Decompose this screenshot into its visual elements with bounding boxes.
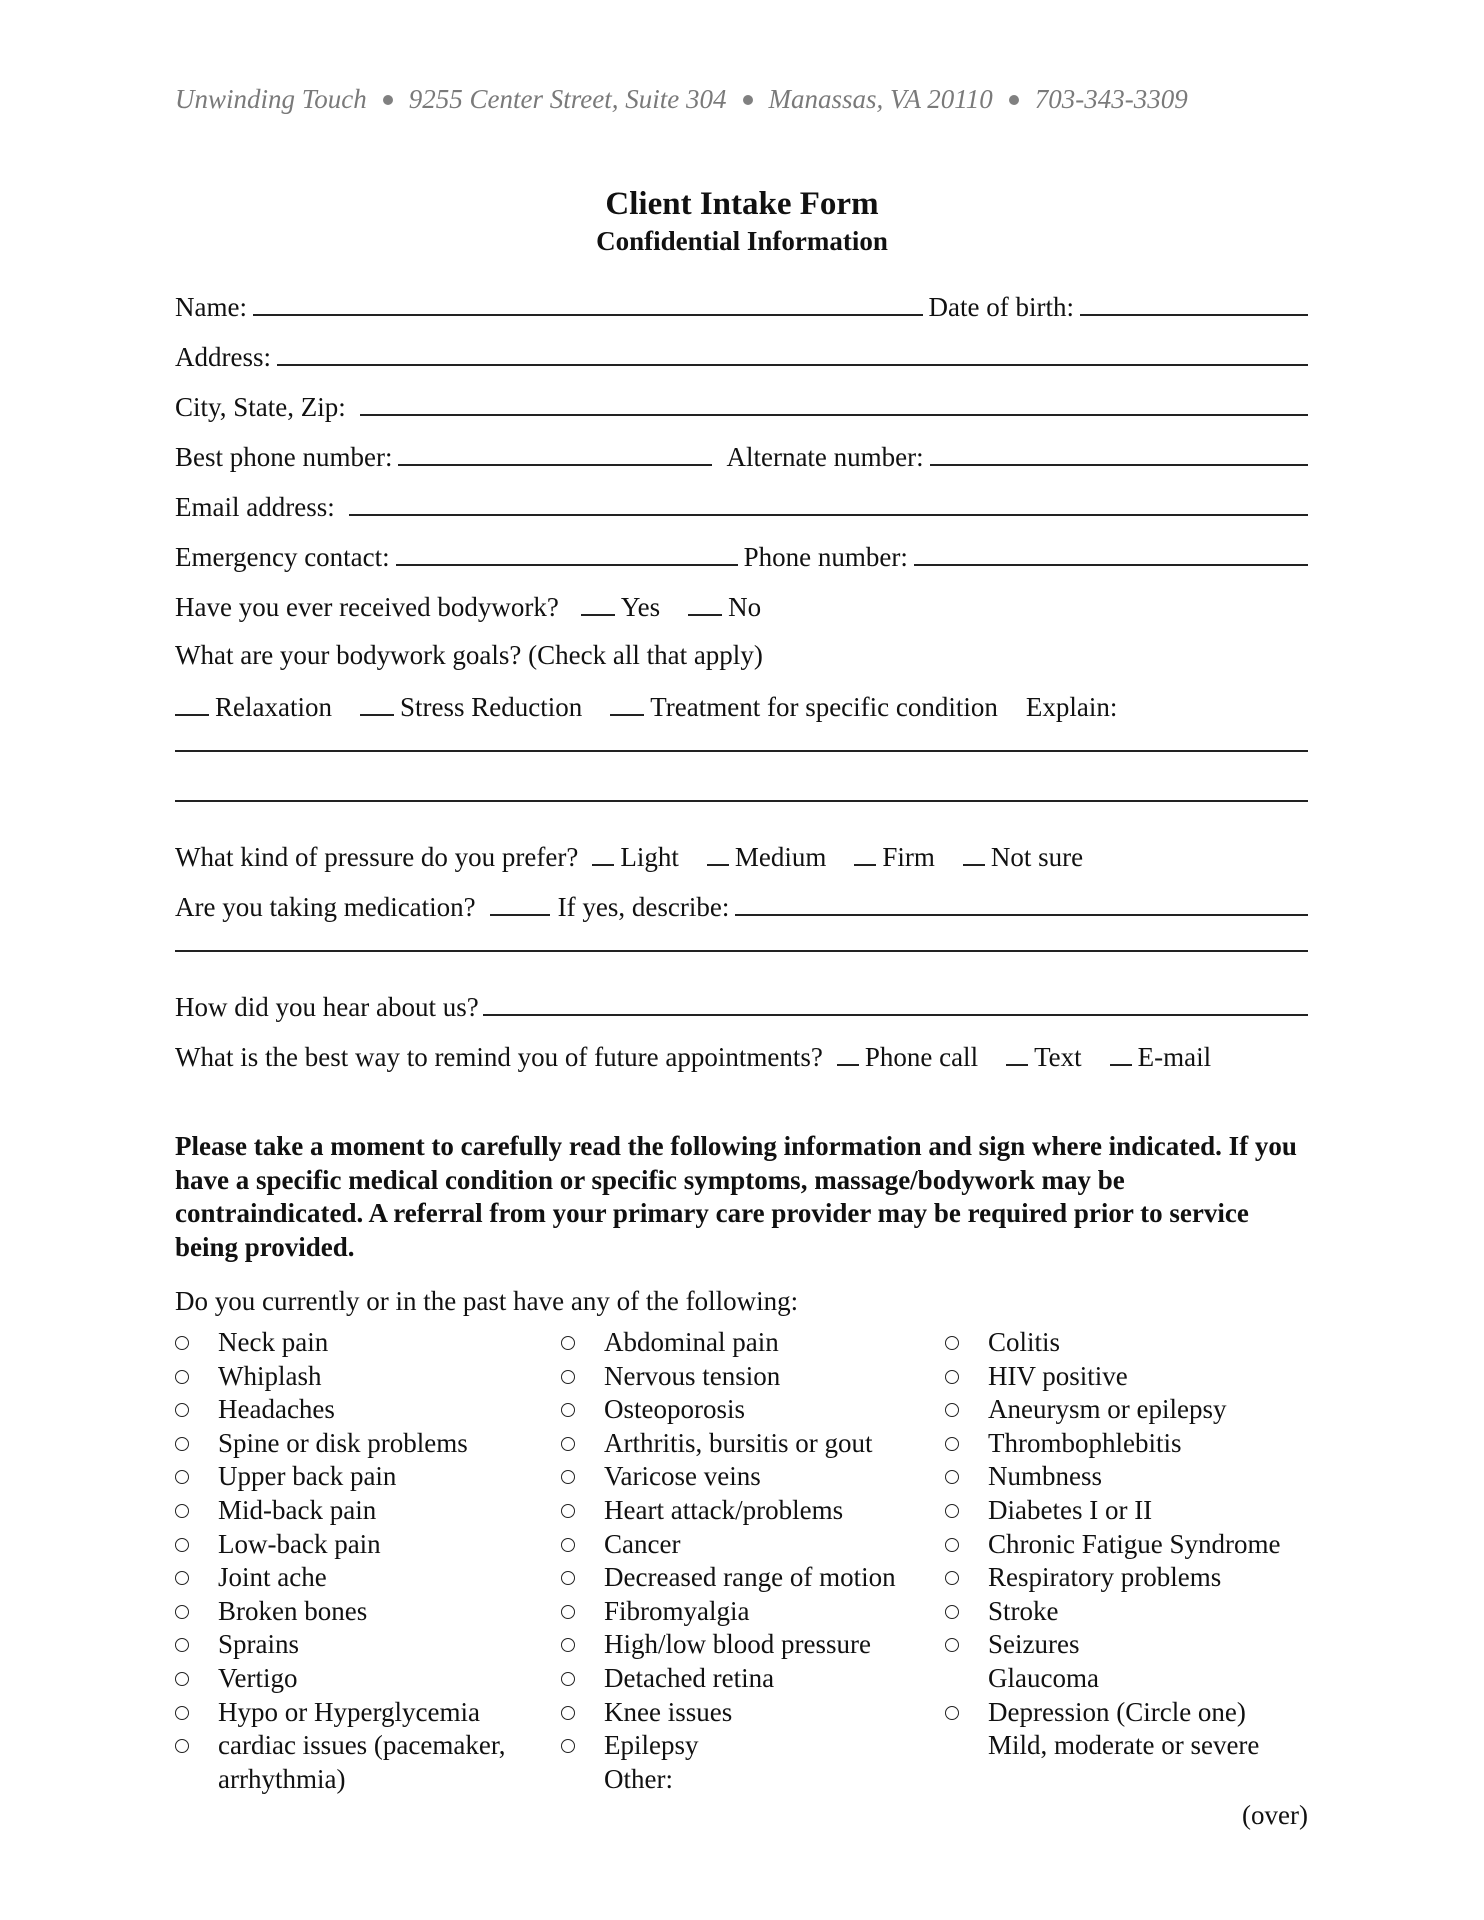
pressure-firm-label: Firm — [882, 842, 935, 872]
condition-item[interactable] — [945, 1561, 1280, 1595]
alternate-number-field[interactable] — [930, 440, 1308, 466]
condition-label: Joint ache — [218, 1562, 327, 1593]
circle-bullet-icon — [175, 1729, 218, 1763]
business-phone: 703-343-3309 — [1034, 84, 1188, 114]
circle-bullet-icon — [561, 1460, 604, 1494]
circle-bullet-icon — [561, 1360, 604, 1394]
best-phone-field[interactable] — [398, 440, 712, 466]
bodywork-question: Have you ever received bodywork? — [175, 592, 559, 622]
condition-item[interactable] — [945, 1494, 1280, 1528]
goals-question-row — [175, 640, 1308, 676]
address-row — [175, 340, 1308, 376]
condition-item[interactable] — [561, 1528, 896, 1562]
condition-label: Vertigo — [218, 1662, 298, 1693]
pressure-medium-label: Medium — [734, 842, 827, 872]
alternate-number-label: Alternate number: — [726, 442, 924, 472]
bodywork-row — [175, 590, 1308, 626]
condition-label: Sprains — [218, 1629, 299, 1660]
emergency-contact-field[interactable] — [396, 540, 738, 566]
pressure-light-blank[interactable] — [592, 840, 614, 866]
circle-bullet-icon — [561, 1561, 604, 1595]
pressure-notsure-blank[interactable] — [963, 840, 985, 866]
condition-label: Detached retina — [604, 1662, 775, 1693]
condition-item[interactable] — [175, 1460, 506, 1494]
email-row — [175, 490, 1308, 526]
condition-item[interactable] — [945, 1696, 1280, 1730]
condition-label: Heart attack/problems — [604, 1494, 844, 1525]
goal-treatment-label: Treatment for specific condition — [650, 692, 998, 722]
circle-bullet-icon — [175, 1494, 218, 1528]
pressure-question: What kind of pressure do you prefer? — [175, 842, 579, 872]
circle-bullet-icon — [175, 1696, 218, 1730]
condition-item[interactable] — [561, 1326, 896, 1360]
bullet-spacer — [561, 1763, 604, 1797]
conditions-column-1 — [175, 1326, 506, 1796]
condition-label: High/low blood pressure — [604, 1629, 871, 1660]
condition-item[interactable] — [561, 1729, 896, 1763]
business-header — [175, 84, 1315, 115]
address-field[interactable] — [277, 340, 1308, 366]
circle-bullet-icon — [175, 1561, 218, 1595]
bullet-spacer — [945, 1662, 988, 1696]
condition-label: Fibromyalgia — [604, 1595, 750, 1626]
condition-item[interactable] — [945, 1360, 1280, 1394]
circle-bullet-icon — [561, 1628, 604, 1662]
contraindication-notice: Please take a moment to carefully read the following information and sign where indicated. If you have a specific medical condition or specific symptoms, massage/bodywork may be contraindicated. A referral from your primary care provider may be required prior to service being provided. — [175, 1131, 1297, 1262]
email-field[interactable] — [349, 490, 1308, 516]
medication-answer-field[interactable] — [490, 890, 550, 916]
condition-item[interactable] — [945, 1528, 1280, 1562]
circle-bullet-icon — [175, 1662, 218, 1696]
circle-bullet-icon — [945, 1460, 988, 1494]
goal-stress-label: Stress Reduction — [399, 692, 583, 722]
pressure-light-label: Light — [620, 842, 679, 872]
business-name: Unwinding Touch — [175, 84, 367, 114]
condition-label: Knee issues — [604, 1696, 733, 1727]
page-subtitle: Confidential Information — [596, 226, 888, 256]
condition-item — [945, 1729, 1280, 1763]
page-title: Client Intake Form — [605, 186, 879, 222]
condition-item[interactable] — [561, 1460, 896, 1494]
condition-label: Nervous tension — [604, 1360, 781, 1391]
circle-bullet-icon — [561, 1393, 604, 1427]
medication-row — [175, 890, 1308, 926]
circle-bullet-icon — [945, 1628, 988, 1662]
medication-question: Are you taking medication? — [175, 892, 476, 922]
condition-label: Colitis — [988, 1327, 1061, 1357]
best-phone-label: Best phone number: — [175, 442, 393, 472]
condition-item[interactable] — [945, 1460, 1280, 1494]
condition-label: Whiplash — [218, 1360, 322, 1391]
condition-label: Hypo or Hyperglycemia — [218, 1696, 480, 1727]
condition-item[interactable] — [175, 1326, 506, 1360]
condition-item[interactable] — [945, 1595, 1280, 1629]
circle-bullet-icon — [175, 1360, 218, 1394]
condition-label: Respiratory problems — [988, 1562, 1222, 1593]
condition-item[interactable] — [175, 1696, 506, 1730]
circle-bullet-icon — [945, 1326, 988, 1360]
condition-item — [561, 1763, 896, 1797]
goals-question: What are your bodywork goals? (Check all that apply) — [175, 640, 763, 670]
condition-item[interactable] — [175, 1427, 506, 1461]
explain-line-1[interactable] — [175, 750, 1308, 752]
condition-label: HIV positive — [988, 1360, 1128, 1391]
condition-item[interactable] — [175, 1393, 506, 1427]
condition-label: Upper back pain — [218, 1461, 397, 1492]
reminder-row — [175, 1040, 1308, 1076]
address-label: Address: — [175, 342, 271, 372]
goal-treatment-blank[interactable] — [610, 690, 644, 716]
pressure-notsure-label: Not sure — [990, 842, 1084, 872]
referral-field[interactable] — [483, 990, 1308, 1016]
condition-item[interactable] — [945, 1326, 1280, 1360]
phone-row — [175, 440, 1308, 476]
circle-bullet-icon — [175, 1393, 218, 1427]
circle-bullet-icon — [945, 1528, 988, 1562]
condition-label: Chronic Fatigue Syndrome — [988, 1528, 1281, 1559]
condition-label: Arthritis, bursitis or gout — [604, 1427, 873, 1458]
pressure-firm-blank[interactable] — [854, 840, 876, 866]
explain-label: Explain: — [1025, 692, 1118, 722]
condition-label: Numbness — [988, 1461, 1102, 1492]
condition-item[interactable] — [561, 1696, 896, 1730]
condition-label: Neck pain — [218, 1327, 329, 1357]
condition-item — [175, 1763, 506, 1797]
medication-describe-field[interactable] — [735, 890, 1308, 916]
condition-label: Glaucoma — [988, 1662, 1099, 1693]
circle-bullet-icon — [561, 1494, 604, 1528]
condition-label: Headaches — [218, 1394, 335, 1425]
condition-item[interactable] — [175, 1360, 506, 1394]
conditions-question: Do you currently or in the past have any of the following: — [175, 1286, 799, 1316]
name-field[interactable] — [253, 290, 923, 316]
referral-row — [175, 990, 1308, 1026]
emergency-row — [175, 540, 1308, 576]
circle-bullet-icon — [175, 1460, 218, 1494]
circle-bullet-icon — [561, 1662, 604, 1696]
name-label: Name: — [175, 292, 247, 322]
condition-label: Varicose veins — [604, 1461, 761, 1492]
bodywork-yes-label: Yes — [620, 592, 661, 622]
condition-label: Cancer — [604, 1528, 681, 1559]
reminder-question: What is the best way to remind you of future appointments? — [175, 1042, 823, 1072]
circle-bullet-icon — [561, 1528, 604, 1562]
circle-bullet-icon — [945, 1561, 988, 1595]
goal-stress-blank[interactable] — [360, 690, 394, 716]
condition-label: Mild, moderate or severe — [988, 1730, 1260, 1761]
circle-bullet-icon — [175, 1528, 218, 1562]
bullet-spacer — [945, 1729, 988, 1763]
condition-label: cardiac issues (pacemaker, — [218, 1730, 506, 1761]
condition-item[interactable] — [561, 1628, 896, 1662]
condition-label: Seizures — [988, 1629, 1080, 1660]
dob-field[interactable] — [1080, 290, 1308, 316]
conditions-column-3 — [945, 1326, 1280, 1763]
circle-bullet-icon — [175, 1326, 218, 1360]
reminder-text-blank[interactable] — [1006, 1040, 1028, 1066]
conditions-column-2 — [561, 1326, 896, 1796]
condition-item[interactable] — [945, 1628, 1280, 1662]
circle-bullet-icon — [561, 1595, 604, 1629]
condition-item[interactable] — [561, 1561, 896, 1595]
city-state-zip-label: City, State, Zip: — [175, 392, 346, 422]
explain-line-2[interactable] — [175, 800, 1308, 802]
condition-label: Diabetes I or II — [988, 1494, 1153, 1525]
condition-label: Mid-back pain — [218, 1494, 377, 1525]
condition-item[interactable] — [175, 1729, 506, 1763]
condition-item[interactable] — [561, 1360, 896, 1394]
bullet-spacer — [175, 1763, 218, 1797]
circle-bullet-icon — [945, 1427, 988, 1461]
circle-bullet-icon — [561, 1326, 604, 1360]
condition-item[interactable] — [561, 1662, 896, 1696]
condition-item[interactable] — [561, 1393, 896, 1427]
circle-bullet-icon — [175, 1595, 218, 1629]
reminder-email-label: E-mail — [1137, 1042, 1212, 1072]
medication-line-2[interactable] — [175, 950, 1308, 952]
pressure-medium-blank[interactable] — [707, 840, 729, 866]
condition-item[interactable] — [561, 1595, 896, 1629]
condition-label: Epilepsy — [604, 1730, 699, 1761]
circle-bullet-icon — [175, 1628, 218, 1662]
pressure-row — [175, 840, 1308, 876]
condition-label: Broken bones — [218, 1595, 368, 1626]
condition-item — [945, 1662, 1280, 1696]
condition-item[interactable] — [175, 1494, 506, 1528]
condition-item[interactable] — [561, 1427, 896, 1461]
reminder-email-blank[interactable] — [1110, 1040, 1132, 1066]
circle-bullet-icon — [175, 1427, 218, 1461]
condition-label: Thrombophlebitis — [988, 1427, 1182, 1458]
condition-item[interactable] — [175, 1595, 506, 1629]
reminder-phone-blank[interactable] — [837, 1040, 859, 1066]
circle-bullet-icon — [945, 1494, 988, 1528]
medication-describe-label: If yes, describe: — [557, 892, 730, 922]
circle-bullet-icon — [945, 1393, 988, 1427]
goal-relaxation-blank[interactable] — [175, 690, 209, 716]
dob-label: Date of birth: — [928, 292, 1074, 322]
city-state-zip-field[interactable] — [360, 390, 1308, 416]
condition-label: arrhythmia) — [218, 1763, 346, 1794]
condition-label: Aneurysm or epilepsy — [988, 1394, 1227, 1425]
condition-item[interactable] — [561, 1494, 896, 1528]
bullet-separator-icon — [743, 95, 753, 105]
condition-label: Abdominal pain — [604, 1327, 779, 1357]
goals-options-row — [175, 690, 1308, 726]
condition-label: Osteoporosis — [604, 1394, 745, 1425]
referral-question: How did you hear about us? — [175, 992, 479, 1022]
bodywork-yes-blank[interactable] — [581, 590, 615, 616]
bullet-separator-icon — [1009, 95, 1019, 105]
condition-item[interactable] — [175, 1628, 506, 1662]
circle-bullet-icon — [945, 1595, 988, 1629]
name-row — [175, 290, 1308, 326]
condition-item[interactable] — [945, 1393, 1280, 1427]
email-label: Email address: — [175, 492, 335, 522]
circle-bullet-icon — [561, 1729, 604, 1763]
emergency-contact-label: Emergency contact: — [175, 542, 390, 572]
circle-bullet-icon — [945, 1696, 988, 1730]
condition-item[interactable] — [945, 1427, 1280, 1461]
condition-item[interactable] — [175, 1561, 506, 1595]
business-city: Manassas, VA 20110 — [768, 84, 993, 114]
condition-label: Spine or disk problems — [218, 1427, 468, 1458]
business-street: 9255 Center Street, Suite 304 — [408, 84, 727, 114]
reminder-phone-label: Phone call — [864, 1042, 979, 1072]
condition-item[interactable] — [175, 1528, 506, 1562]
goal-relaxation-label: Relaxation — [215, 692, 332, 722]
emergency-phone-field[interactable] — [914, 540, 1308, 566]
emergency-phone-label: Phone number: — [743, 542, 908, 572]
condition-label: Depression (Circle one) — [988, 1696, 1246, 1727]
circle-bullet-icon — [561, 1696, 604, 1730]
circle-bullet-icon — [561, 1427, 604, 1461]
condition-label: Decreased range of motion — [604, 1562, 896, 1593]
bodywork-no-blank[interactable] — [688, 590, 722, 616]
condition-label: Low-back pain — [218, 1528, 381, 1559]
circle-bullet-icon — [945, 1360, 988, 1394]
over-indicator: (over) — [1242, 1800, 1308, 1830]
bodywork-no-label: No — [728, 592, 762, 622]
bullet-separator-icon — [383, 95, 393, 105]
reminder-text-label: Text — [1034, 1042, 1082, 1072]
condition-item[interactable] — [175, 1662, 506, 1696]
condition-label: Stroke — [988, 1595, 1059, 1626]
city-row — [175, 390, 1308, 426]
condition-label: Other: — [604, 1763, 673, 1794]
